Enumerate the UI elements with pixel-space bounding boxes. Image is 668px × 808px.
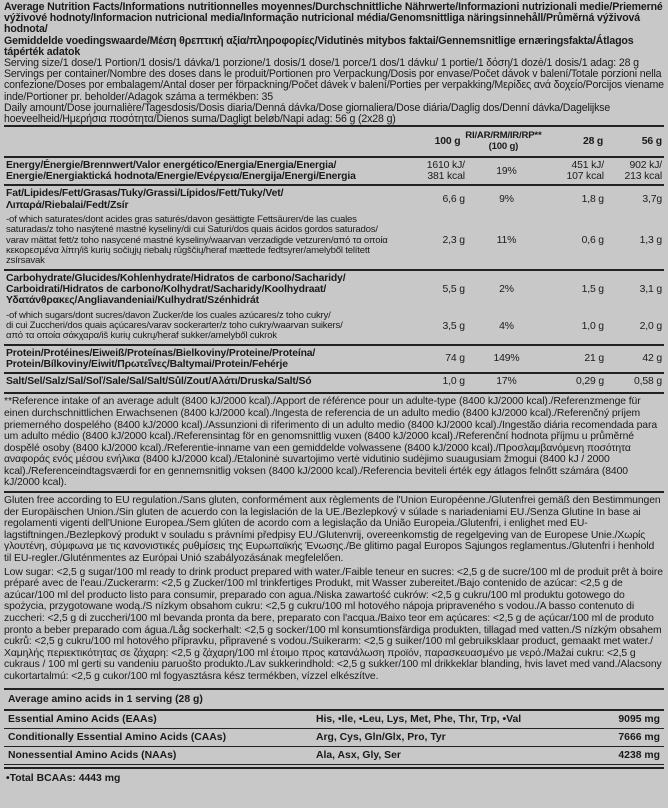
header-block <box>4 2 664 125</box>
nutrient-row <box>4 213 664 270</box>
nutrient-label-line: Energie/Energiaktická hodnota/Energie/Ενέργεια/Energija/Energi/Energia <box>6 171 356 183</box>
nutrient-label-line: κεκορεσμένα λίπη/iš kurių sočiųjų riebalų rūgščių/heraf mættede fedtsyrer/amelyből telített zsírsavak <box>6 245 370 267</box>
nutrient-label <box>4 185 403 212</box>
low-sugar-statement: Low sugar: <2,5 g sugar/100 ml ready to drink product prepared with water./Faible teneur en sucres: <2,5 g de sucre/100 ml de produit prêt à boire préparé avec de l'eau./Zuckerarm: <2,5 g Zucker/100 ml trinkfertiges Produkt, mit Wasser zubereitet./Bajo contenido de azúcar: <2,5 g de azúcar/100 ml del producto listo para consumir, preparado con agua./Niska zawartość cukrów: <2,5 g cukru/100 ml produktu gotowego do spożycia, przygotowane wodą./S nízkym obsahom cukru: <2,5 g cukru/100 ml hotového nápoja pripraveného s vodou./A basso contenuto di zuccheri: <2,5 g di zuccheri/100 ml bevanda pronta da bere, preparato con l'acqua./Baixo teor em açúcares: <2,5 g de açúcar/100 ml de produto pronto a beber preparado com água./Låg sockerhalt: <2,5 g socker/100 ml konsumtionsfärdiga produkten, tillagad med vatten./S nízkým obsahem cukrů: <2,5 g cukru/100 ml hotového přípravku, připravené s vodou./Suikerarm: <2,5 g suiker/100 ml gebruiksklaar product, gemaakt met water./Χαμηλής περιεκτικότητας σε ζάχαρη: <2,5 g ζάχαρη/100 ml έτοιμο προς κατανάλωση προϊόν, παρασκευασμένο με νερό./Mažai cukru: <2,5 g cukraus / 100 ml gerti su vandeniu paruošto produkto./Lav sukkerindhold: <2,5 g sukker/100 ml drikkeklar blanding, hvis lavet med vand./Alacsony cukortartalmú: <2,5 g cukor/100 ml fogyasztásra kész termékben, vízzel elkészítve. <box>4 566 663 682</box>
col-header-ri: RI/AR/RM/IR/RP** (100 g) <box>462 126 544 156</box>
amino-value: 9095 mg <box>566 710 664 729</box>
value-56g: 902 kJ/ 213 kcal <box>606 157 664 185</box>
table-header-row <box>4 126 664 156</box>
nutrient-label <box>4 270 403 309</box>
value-ri: 2% <box>467 270 546 309</box>
reference-note: **Reference intake of an average adult (8400 kJ/2000 kcal)./Apport de référence pour un adulte-type (8400 kJ/2000 kcal)./Referenzmenge für einen durchschnittlichen Erwachsenen (8400 kJ/2000 kcal)./Ingesta de referencia de un adulto medio (8400 kJ/2000 kcal)./Referenčný príjem priemerného dospelého (8400 kJ/2000 kcal)./Assunzioni di riferimento di un adulto medio (8400 kJ/2000 kcal)./Ingestão diária recomendada para um adulto médio (8400 kJ/2000 kcal)./Referensintag för en genomsnittlig vuxen (8400 kJ/2000 kcal)./Referenční hodnota příjmu u průměrné dospělé osoby (8400 kJ/2000 kcal)./Referentie-inname van een gemiddelde volwassene (8400 kJ/2000 kcal)./Προσλαμβανόμενη ποσότητα αναφοράς ενός μέσου ενήλικα (8400 kJ/2000 kcal)./Etaloninė suvartojimo vertė vidutinio sudėjimo suaugusiam žmogui (8400 kJ / 2000 kcal)./Referenceindtagsværdi for en gennemsnitlig voksen (8400 kJ/2000 kcal)./Referencia beviteli érték egy átlagos felnőtt számára (8400 kJ/2000 kcal). <box>4 396 658 489</box>
nutrient-label-line: Carboidrati/Hidratos de carbono/Kolhydrat/Sacharidy/Koolhydraat/ <box>6 284 327 296</box>
total-bcaa: •Total BCAAs: 4443 mg <box>4 767 664 788</box>
amino-header: Average amino acids in 1 serving (28 g) <box>4 689 664 710</box>
amino-row <box>4 728 664 746</box>
value-ri: 4% <box>499 320 514 332</box>
value-56g: 1,3 g <box>639 235 662 247</box>
value-28g: 1,0 g <box>581 320 604 332</box>
value-100g: 1,0 g <box>403 373 467 389</box>
amino-row <box>4 710 664 729</box>
amino-header-row <box>4 689 664 710</box>
nutrient-row <box>4 373 664 389</box>
gluten-statement: Gluten free according to EU regulation./Sans gluten, conformément aux règlements de l'Union Européenne./Glutenfrei gemäß den Bestimmungen der Europäischen Union./Sin gluten de acuerdo con la legislación de la UE./Bezlepkový v súlade s nariadeniami EU./Senza Glutine In base ai regolamenti vigenti dell'Unione Europea./Sem glúten de acordo com a legislação da União Europeia./Glutenfri, i enlighet med EU-lagstiftningen./Bezlepkový produkt v souladu s právními předpisy EU./Glutenvrij, overeenkomstig de regelgeving van de Europese Unie./Χωρίς γλουτένη, σύμφωνα με τις κανονιστικές ρυθμίσεις της Ευρωπαϊκής Ένωσης./Be glitimo pagal Europos Sąjungos reglamentus./Glutenfri i henhold til EU-regler./Gluténmentes az Európai Unió szabályozásának megfelelően. <box>4 495 661 565</box>
value-100g: 3,5 g <box>442 320 465 332</box>
nutrient-row <box>4 270 664 309</box>
amino-value: 4238 mg <box>566 746 664 764</box>
nutrition-table <box>4 125 664 156</box>
nutrient-label-line: Fat/Lipides/Fett/Grasas/Tuky/Grassi/Lípidos/Fett/Tuky/Vet/Λιπαρά/Riebalai/Fedt/Zsír <box>6 188 284 211</box>
amino-list: Arg, Cys, Gln/Glx, Pro, Tyr <box>312 728 566 746</box>
nutrient-label-line: Energy/Énergie/Brennwert/Valor energético/Energia/Energia/Energia/ <box>6 160 337 172</box>
servings-line: Servings per container/Nombre des doses dans le produit/Portionen pro Verpackung/Dosis por envase/Počet dávok v balení/Totale porzioni nella <box>4 68 662 81</box>
nutrient-label <box>4 157 403 185</box>
nutrient-label-line: varav mättat fett/z toho nasycené mastné kyseliny/waarvan verzadigde vetzuren/από τα οποία <box>6 234 388 246</box>
value-ri: 19% <box>467 157 546 185</box>
nutrient-row <box>4 157 664 185</box>
amino-list: Ala, Asx, Gly, Ser <box>312 746 566 764</box>
nutrient-label <box>4 309 403 345</box>
serving-size: Serving size/1 dose/1 Portion/1 dosis/1 dávka/1 porzione/1 dosis/1 dose/1 porce/1 dos/1 dávku/ 1 portie/1 δόση/1 dozė/1 dosis/1 adag: 28 g <box>4 57 639 70</box>
nutrient-label-line: saturadas/z toho nasýtené mastné kyseliny/di cui Saturi/dos quais ácidos gordos saturados/ <box>6 224 378 236</box>
amino-name: Nonessential Amino Acids (NAAs) <box>4 746 312 764</box>
value-56g: 42 g <box>606 345 664 373</box>
nutrient-row <box>4 185 664 212</box>
value-ri: 11% <box>496 235 517 247</box>
amino-name: Essential Amino Acids (EAAs) <box>4 710 312 729</box>
nutrient-label-line: Salt/Sel/Salz/Sal/Soľ/Sale/Sal/Salt/Sůl/Zout/Αλάτι/Druska/Salt/Só <box>6 376 312 388</box>
value-100g: 5,5 g <box>403 270 467 309</box>
amino-list: His, •Ile, •Leu, Lys, Met, Phe, Thr, Trp, •Val <box>312 710 566 729</box>
value-28g: 0,6 g <box>581 235 604 247</box>
value-ri: 9% <box>467 185 546 212</box>
value-28g: 1,8 g <box>546 185 606 212</box>
value-28g: 451 kJ/ 107 kcal <box>546 157 606 185</box>
title-line: Gemiddelde voedingswaarde/Μέση θρεπτική αξία/πληροφορίες/Vidutinės mitybos faktai/Gennemsnitlige ernæringsfakta/Átlagos tápérték adatok <box>4 34 634 58</box>
daily-line: hoeveelheid/Ημερήσια ποσότητα/Dienos suma/Dagligt beløb/Napi adag: 56 g (2x28 g) <box>4 113 396 126</box>
nutrient-label-line: -of which saturates/dont acides gras saturés/davon gesättigte Fettsäuren/de las cuales <box>6 213 357 225</box>
value-ri: 17% <box>467 373 546 389</box>
value-28g: 0,29 g <box>546 373 606 389</box>
servings-line: confezione/Doses por embalagem/Antal doser per förpackning/Počet dávek v balení/Porties per verpakking/Μερίδες ανά δοχείο/Porcijos viename <box>4 79 664 92</box>
daily-line: Daily amount/Dose journalière/Tagesdosis/Dosis diaria/Denná dávka/Dose giornaliera/Dose diária/Daglig dos/Denní dávka/Dagelijkse <box>4 101 611 114</box>
nutrient-label-line: Protein/Bílkoviny/Eiwit/Πρωτεΐνες/Baltymai/Protein/Fehérje <box>6 358 288 370</box>
col-header-28g: 28 g <box>544 126 605 156</box>
nutrition-body <box>4 156 664 389</box>
value-56g: 0,58 g <box>606 373 664 389</box>
value-ri: 149% <box>467 345 546 373</box>
nutrient-label-line: Protein/Protéines/Eiweiß/Proteínas/Bielkoviny/Proteine/Proteína/ <box>6 347 316 359</box>
value-100g: 1610 kJ/ 381 kcal <box>403 157 467 185</box>
amino-table <box>4 688 664 765</box>
nutrient-label <box>4 373 403 389</box>
value-100g: 74 g <box>403 345 467 373</box>
nutrient-row <box>4 345 664 373</box>
nutrient-label <box>4 213 403 270</box>
value-56g: 3,7g <box>606 185 664 212</box>
title-line: výživové hodnoty/Informacion nutricional media/Informação nutricional média/Genomsnittliga näringsinnehåll/Průměrná výživová hodnota/ <box>4 12 640 36</box>
col-header-100g: 100 g <box>398 126 463 156</box>
nutrient-label-line: di cui Zuccheri/dos quais açúcares/varav sockerarter/z toho cukry/waarvan suikers/ <box>6 319 343 331</box>
value-56g: 3,1 g <box>606 270 664 309</box>
value-56g: 2,0 g <box>639 320 662 332</box>
nutrient-label-line: Υδατάνθρακες/Angliavandeniai/Kulhydrat/Szénhidrát <box>6 295 259 307</box>
nutrient-label-line: -of which sugars/dont sucres/davon Zucker/de los cuales azúcares/z toho cukry/ <box>6 309 331 321</box>
amino-value: 7666 mg <box>566 728 664 746</box>
amino-name: Conditionally Essential Amino Acids (CAAs) <box>4 728 312 746</box>
nutrient-label-line: Carbohydrate/Glucides/Kohlenhydrate/Hidratos de carbono/Sacharidy/ <box>6 272 346 284</box>
value-28g: 21 g <box>546 345 606 373</box>
value-100g: 6,6 g <box>403 185 467 212</box>
title-line: Average Nutrition Facts/Informations nutritionnelles moyennes/Durchschnittliche Nährwerte/Informazioni nutrizionali medie/Priemerné <box>4 1 663 13</box>
col-header-56g: 56 g <box>605 126 664 156</box>
amino-row <box>4 746 664 764</box>
value-100g: 2,3 g <box>442 235 465 247</box>
nutrient-label <box>4 345 403 373</box>
nutrient-label-line: από τα οποία σάκχαρα/iš kurių cukrų/heraf sukker/amelyből cukrok <box>6 330 277 342</box>
value-28g: 1,5 g <box>546 270 606 309</box>
nutrient-row <box>4 309 664 345</box>
servings-line: inde/Portioner pr. beholder/Adagok száma a termékben: 35 <box>4 90 273 103</box>
